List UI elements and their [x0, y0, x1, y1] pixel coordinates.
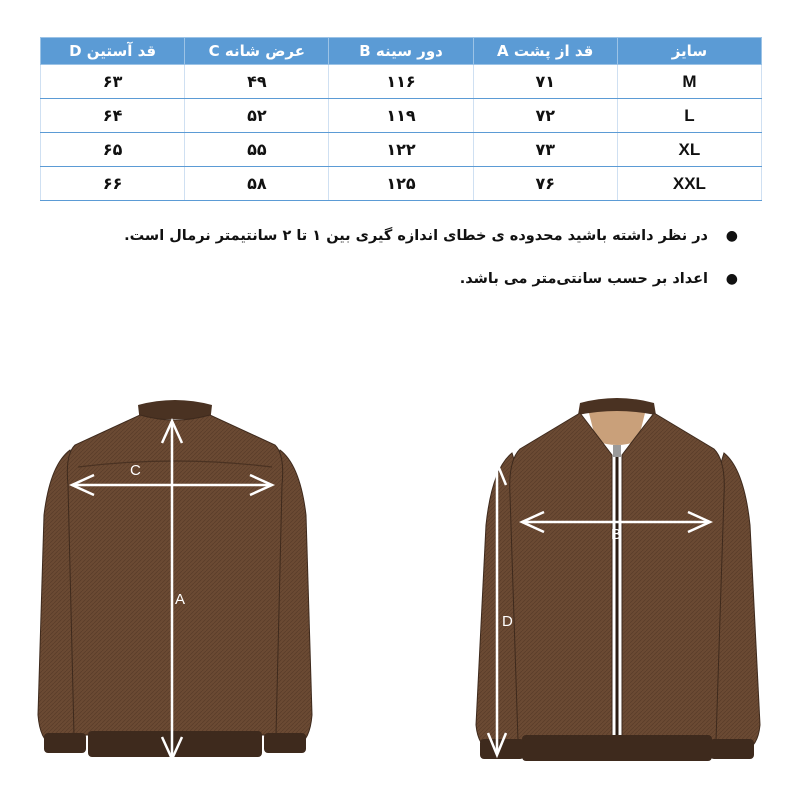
note-text: در نظر داشته باشید محدوده ی خطای اندازه گیری بین ۱ تا ۲ سانتیمتر نرمال است. — [124, 228, 708, 244]
cell-c: ۵۸ — [185, 167, 329, 201]
header-back-length-a: قد از پشت A — [473, 38, 617, 65]
cell-d: ۶۵ — [41, 133, 185, 167]
label-c: C — [130, 462, 141, 479]
front-left-panel — [510, 413, 612, 741]
bullet-dot-icon: ● — [725, 271, 738, 287]
label-d: D — [502, 613, 513, 630]
notes-list — [98, 226, 738, 312]
note-item — [98, 269, 738, 289]
header-sleeve-d: قد آستین D — [41, 38, 185, 65]
right-cuff — [710, 739, 754, 759]
cell-d: ۶۴ — [41, 99, 185, 133]
table-header-row — [41, 38, 762, 65]
cell-b: ۱۱۹ — [329, 99, 473, 133]
cell-size: XXL — [617, 167, 761, 201]
front-right-panel — [622, 413, 724, 741]
table-row — [41, 133, 762, 167]
cell-c: ۵۵ — [185, 133, 329, 167]
label-a: A — [175, 591, 186, 608]
cell-b: ۱۲۲ — [329, 133, 473, 167]
waistband — [522, 735, 712, 761]
table-row — [41, 167, 762, 201]
cell-b: ۱۱۶ — [329, 65, 473, 99]
table-row — [41, 99, 762, 133]
cell-c: ۴۹ — [185, 65, 329, 99]
cell-a: ۷۳ — [473, 133, 617, 167]
cell-size: L — [617, 99, 761, 133]
table-row — [41, 65, 762, 99]
jacket-back-view — [30, 395, 320, 795]
note-item — [98, 226, 738, 246]
cell-c: ۵۲ — [185, 99, 329, 133]
cell-a: ۷۲ — [473, 99, 617, 133]
cell-a: ۷۶ — [473, 167, 617, 201]
note-text: اعداد بر حسب سانتی‌متر می باشد. — [459, 271, 708, 287]
bullet-dot-icon: ● — [725, 228, 738, 244]
jacket-body — [67, 415, 282, 735]
jacket-front-view — [462, 395, 772, 795]
cell-d: ۶۳ — [41, 65, 185, 99]
right-cuff — [264, 733, 306, 753]
header-shoulder-c: عرض شانه C — [185, 38, 329, 65]
header-chest-b: دور سینه B — [329, 38, 473, 65]
label-b: B — [611, 526, 622, 543]
size-chart-table — [40, 37, 762, 201]
zipper-pull-icon — [613, 445, 621, 457]
cell-size: M — [617, 65, 761, 99]
cell-size: XL — [617, 133, 761, 167]
left-cuff — [44, 733, 86, 753]
cell-b: ۱۲۵ — [329, 167, 473, 201]
header-size: سایز — [617, 38, 761, 65]
cell-d: ۶۶ — [41, 167, 185, 201]
cell-a: ۷۱ — [473, 65, 617, 99]
